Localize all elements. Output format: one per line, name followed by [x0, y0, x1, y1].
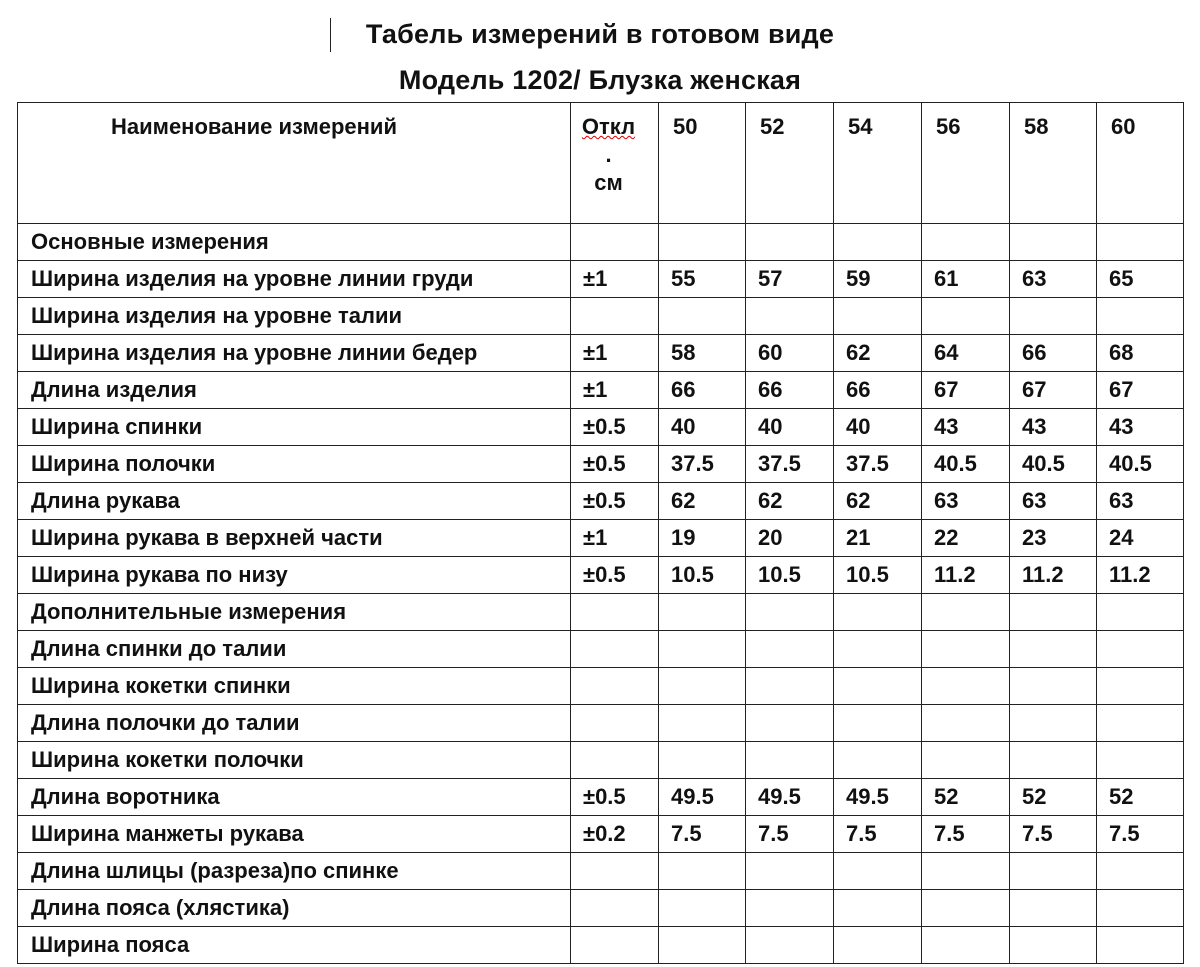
tolerance-unit: см	[594, 170, 623, 195]
text-cursor	[330, 18, 331, 52]
value-cell: 67	[922, 372, 1010, 409]
table-row	[18, 742, 1184, 779]
value-cell	[659, 298, 746, 335]
table-row	[18, 224, 1184, 261]
tolerance-cell	[571, 927, 659, 964]
value-cell	[659, 890, 746, 927]
value-cell: 67	[1010, 372, 1097, 409]
tolerance-cell	[571, 224, 659, 261]
value-cell: 43	[922, 409, 1010, 446]
value-cell: 68	[1097, 335, 1184, 372]
table-row	[18, 335, 1184, 372]
header-tolerance	[571, 103, 659, 224]
measurement-name: Длина полочки до талии	[18, 705, 571, 742]
table-row	[18, 631, 1184, 668]
value-cell: 40.5	[1097, 446, 1184, 483]
table-row	[18, 853, 1184, 890]
value-cell	[746, 927, 834, 964]
value-cell: 63	[1097, 483, 1184, 520]
value-cell	[834, 927, 922, 964]
table-row	[18, 594, 1184, 631]
value-cell: 22	[922, 520, 1010, 557]
value-cell	[1097, 927, 1184, 964]
value-cell: 20	[746, 520, 834, 557]
measurement-name: Ширина пояса	[18, 927, 571, 964]
measurement-name: Длина рукава	[18, 483, 571, 520]
tolerance-cell	[571, 853, 659, 890]
tolerance-cell: ±0.5	[571, 557, 659, 594]
tolerance-cell: ±0.2	[571, 816, 659, 853]
measurement-name: Дополнительные измерения	[18, 594, 571, 631]
value-cell	[1010, 631, 1097, 668]
measurement-name: Ширина кокетки полочки	[18, 742, 571, 779]
value-cell	[1097, 224, 1184, 261]
value-cell: 7.5	[922, 816, 1010, 853]
value-cell	[834, 224, 922, 261]
header-size: 54	[834, 103, 922, 224]
value-cell	[746, 298, 834, 335]
value-cell: 37.5	[834, 446, 922, 483]
tolerance-label: Откл	[581, 114, 636, 139]
value-cell: 57	[746, 261, 834, 298]
value-cell: 52	[1097, 779, 1184, 816]
value-cell	[834, 631, 922, 668]
value-cell: 66	[834, 372, 922, 409]
value-cell	[1097, 594, 1184, 631]
value-cell: 40	[659, 409, 746, 446]
value-cell: 10.5	[659, 557, 746, 594]
tolerance-cell	[571, 890, 659, 927]
value-cell	[922, 853, 1010, 890]
value-cell	[1010, 742, 1097, 779]
measurement-name: Основные измерения	[18, 224, 571, 261]
value-cell	[922, 594, 1010, 631]
table-row	[18, 705, 1184, 742]
table-row	[18, 927, 1184, 964]
value-cell	[922, 631, 1010, 668]
value-cell: 21	[834, 520, 922, 557]
value-cell	[1097, 742, 1184, 779]
measurement-name: Ширина рукава по низу	[18, 557, 571, 594]
value-cell	[834, 853, 922, 890]
header-name: Наименование измерений	[18, 103, 571, 224]
value-cell	[1010, 298, 1097, 335]
measurement-name: Ширина спинки	[18, 409, 571, 446]
measurement-name: Ширина изделия на уровне линии груди	[18, 261, 571, 298]
value-cell: 37.5	[746, 446, 834, 483]
value-cell	[1010, 853, 1097, 890]
value-cell: 43	[1010, 409, 1097, 446]
value-cell: 60	[746, 335, 834, 372]
value-cell: 62	[834, 335, 922, 372]
value-cell: 62	[746, 483, 834, 520]
measurement-name: Ширина рукава в верхней части	[18, 520, 571, 557]
value-cell: 63	[1010, 483, 1097, 520]
value-cell: 62	[659, 483, 746, 520]
value-cell	[922, 668, 1010, 705]
value-cell: 49.5	[659, 779, 746, 816]
tolerance-dot: .	[605, 142, 612, 167]
value-cell	[834, 742, 922, 779]
measurement-name: Длина воротника	[18, 779, 571, 816]
header-size: 50	[659, 103, 746, 224]
tolerance-cell: ±1	[571, 261, 659, 298]
value-cell: 49.5	[834, 779, 922, 816]
value-cell	[1097, 668, 1184, 705]
value-cell	[834, 298, 922, 335]
value-cell	[922, 890, 1010, 927]
value-cell: 7.5	[659, 816, 746, 853]
value-cell: 40	[746, 409, 834, 446]
value-cell	[1010, 668, 1097, 705]
value-cell	[659, 742, 746, 779]
value-cell: 40.5	[1010, 446, 1097, 483]
tolerance-cell: ±0.5	[571, 446, 659, 483]
value-cell	[746, 742, 834, 779]
tolerance-cell: ±0.5	[571, 409, 659, 446]
value-cell	[1097, 298, 1184, 335]
value-cell: 11.2	[922, 557, 1010, 594]
value-cell: 19	[659, 520, 746, 557]
header-size: 56	[922, 103, 1010, 224]
measurements-table	[17, 102, 1184, 964]
table-row	[18, 520, 1184, 557]
value-cell	[1097, 890, 1184, 927]
value-cell: 23	[1010, 520, 1097, 557]
value-cell	[1010, 927, 1097, 964]
value-cell: 11.2	[1097, 557, 1184, 594]
value-cell: 66	[746, 372, 834, 409]
value-cell: 63	[922, 483, 1010, 520]
value-cell: 58	[659, 335, 746, 372]
tolerance-cell: ±0.5	[571, 779, 659, 816]
table-row	[18, 483, 1184, 520]
header-size: 58	[1010, 103, 1097, 224]
value-cell: 7.5	[834, 816, 922, 853]
measurement-name: Ширина изделия на уровне талии	[18, 298, 571, 335]
value-cell	[922, 742, 1010, 779]
measurement-name: Длина пояса (хлястика)	[18, 890, 571, 927]
value-cell	[659, 594, 746, 631]
tolerance-cell	[571, 298, 659, 335]
table-row	[18, 261, 1184, 298]
measurement-name: Ширина изделия на уровне линии бедер	[18, 335, 571, 372]
tolerance-cell	[571, 631, 659, 668]
value-cell: 55	[659, 261, 746, 298]
table-row	[18, 779, 1184, 816]
value-cell: 52	[922, 779, 1010, 816]
table-row	[18, 446, 1184, 483]
value-cell	[659, 631, 746, 668]
value-cell: 52	[1010, 779, 1097, 816]
tolerance-cell	[571, 705, 659, 742]
value-cell	[746, 705, 834, 742]
tolerance-cell: ±1	[571, 335, 659, 372]
measurement-name: Ширина полочки	[18, 446, 571, 483]
tolerance-cell	[571, 668, 659, 705]
tolerance-cell: ±1	[571, 520, 659, 557]
value-cell: 49.5	[746, 779, 834, 816]
table-row	[18, 298, 1184, 335]
value-cell	[922, 705, 1010, 742]
value-cell	[834, 705, 922, 742]
table-header-row	[18, 103, 1184, 224]
value-cell: 7.5	[1097, 816, 1184, 853]
table-row	[18, 668, 1184, 705]
value-cell: 7.5	[746, 816, 834, 853]
tolerance-cell: ±1	[571, 372, 659, 409]
table-row	[18, 372, 1184, 409]
measurement-name: Длина спинки до талии	[18, 631, 571, 668]
value-cell: 65	[1097, 261, 1184, 298]
value-cell: 62	[834, 483, 922, 520]
value-cell: 66	[659, 372, 746, 409]
header-size: 60	[1097, 103, 1184, 224]
value-cell	[659, 705, 746, 742]
value-cell	[834, 668, 922, 705]
value-cell	[746, 668, 834, 705]
table-row	[18, 890, 1184, 927]
value-cell: 63	[1010, 261, 1097, 298]
value-cell: 67	[1097, 372, 1184, 409]
value-cell	[1010, 890, 1097, 927]
table-row	[18, 816, 1184, 853]
value-cell	[659, 927, 746, 964]
value-cell: 7.5	[1010, 816, 1097, 853]
measurement-name: Ширина кокетки спинки	[18, 668, 571, 705]
value-cell	[922, 224, 1010, 261]
measurement-name: Длина шлицы (разреза)по спинке	[18, 853, 571, 890]
value-cell: 24	[1097, 520, 1184, 557]
value-cell	[834, 890, 922, 927]
value-cell: 40	[834, 409, 922, 446]
value-cell: 66	[1010, 335, 1097, 372]
value-cell: 11.2	[1010, 557, 1097, 594]
value-cell	[746, 224, 834, 261]
document-subtitle: Модель 1202/ Блузка женская	[398, 65, 802, 95]
value-cell	[1010, 705, 1097, 742]
document-title: Табель измерений в готовом виде	[365, 19, 835, 49]
value-cell	[922, 298, 1010, 335]
table-row	[18, 557, 1184, 594]
value-cell: 61	[922, 261, 1010, 298]
value-cell: 59	[834, 261, 922, 298]
tolerance-cell	[571, 594, 659, 631]
value-cell: 40.5	[922, 446, 1010, 483]
tolerance-cell	[571, 742, 659, 779]
tolerance-cell: ±0.5	[571, 483, 659, 520]
value-cell	[746, 853, 834, 890]
value-cell	[659, 853, 746, 890]
measurement-name: Длина изделия	[18, 372, 571, 409]
value-cell: 64	[922, 335, 1010, 372]
value-cell	[922, 927, 1010, 964]
value-cell	[659, 224, 746, 261]
value-cell	[746, 890, 834, 927]
value-cell	[659, 668, 746, 705]
value-cell	[746, 631, 834, 668]
header-size: 52	[746, 103, 834, 224]
value-cell	[1097, 853, 1184, 890]
measurement-name: Ширина манжеты рукава	[18, 816, 571, 853]
value-cell	[1010, 594, 1097, 631]
value-cell: 43	[1097, 409, 1184, 446]
value-cell	[1097, 705, 1184, 742]
value-cell	[834, 594, 922, 631]
value-cell: 10.5	[834, 557, 922, 594]
value-cell: 37.5	[659, 446, 746, 483]
value-cell	[1010, 224, 1097, 261]
value-cell	[746, 594, 834, 631]
table-row	[18, 409, 1184, 446]
value-cell	[1097, 631, 1184, 668]
value-cell: 10.5	[746, 557, 834, 594]
